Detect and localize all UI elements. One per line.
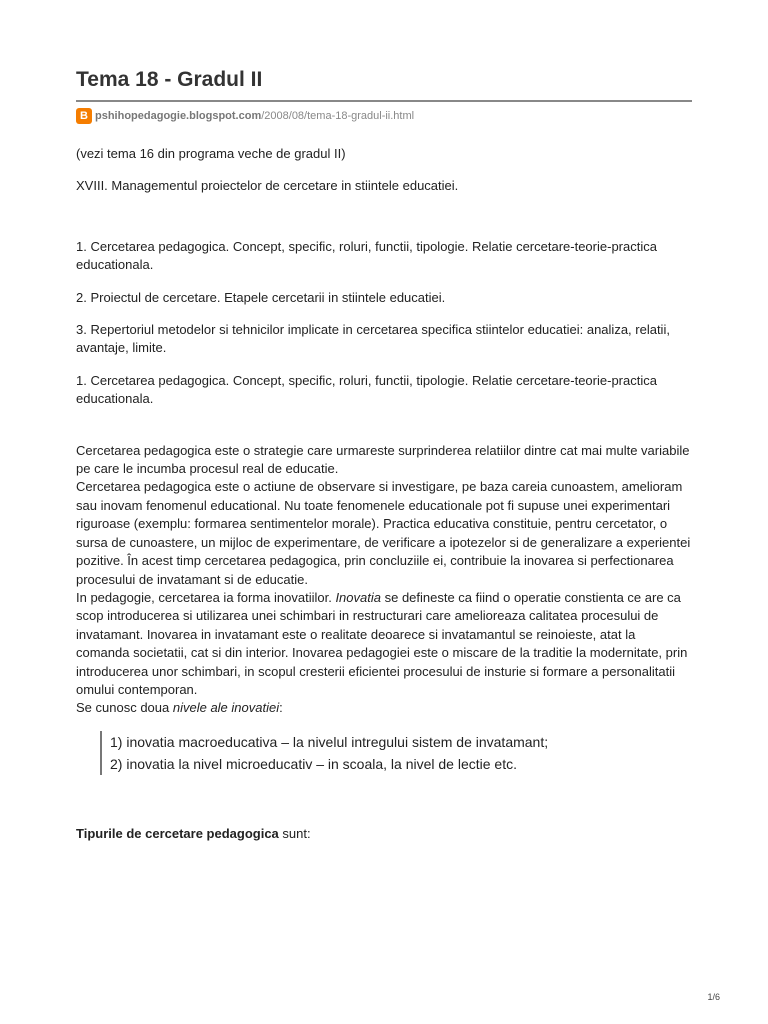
- toc-item: 1. Cercetarea pedagogica. Concept, specific, roluri, functii, tipologie. Relatie cercetare-teorie-practica educationala.: [76, 238, 657, 273]
- level-item: 2) inovatia la nivel microeducativ – in scoala, la nivel de lectie etc.: [110, 755, 517, 772]
- types-heading: [76, 825, 692, 843]
- body-text: [76, 442, 692, 718]
- source-domain: pshihopedagogie.blogspot.com: [95, 110, 262, 122]
- toc-item: 1. Cercetarea pedagogica. Concept, specific, roluri, functii, tipologie. Relatie cercetare-teorie-practica educationala.: [76, 372, 657, 407]
- text-run: se defineste ca fiind o operatie constienta ce are ca scop introducerea si utilizarea unei schimbari in restructurari care amelioreaza calitatea procesului de invatamant. Inovarea in invatamant este o realitate deoarece si invatamantul se reinoieste, atat la comanda societatii, cat si din interior. Inovarea pedagogiei este o miscare de la traditie la modernitate, prin introducerea unor schimbari, in scopul cresterii eficientei procesului de insturie si formare a personalitatii omului contemporan.: [76, 589, 688, 697]
- source-link[interactable]: [95, 110, 414, 122]
- page-title: Tema 18 - Gradul II: [76, 66, 692, 102]
- toc-item: 3. Repertoriul metodelor si tehnicilor implicate in cercetarea specifica stiintelor educatiei: analiza, relatii, avantaje, limite.: [76, 322, 670, 356]
- text-run: sunt:: [278, 825, 311, 841]
- page-number: 1/6: [707, 992, 720, 1002]
- text-run: Se cunosc doua: [76, 700, 173, 716]
- text-run: In pedagogie, cercetarea ia forma inovatiilor.: [76, 589, 336, 605]
- intro-text: (vezi tema 16 din programa veche de gradul II): [76, 146, 346, 161]
- body-paragraph: [76, 699, 692, 717]
- toc-item: 2. Proiectul de cercetare. Etapele cercetarii in stiintele educatiei.: [76, 289, 446, 305]
- bold-text: Tipurile de cercetare pedagogica: [76, 825, 279, 841]
- section-heading: XVIII. Managementul proiectelor de cercetare in stiintele educatiei.: [76, 178, 459, 194]
- source-line: [76, 107, 692, 125]
- document-page: [76, 66, 692, 843]
- body-paragraph: Cercetarea pedagogica este o strategie care urmareste surprinderea relatiilor dintre cat mai multe variabile pe care le incumba procesul real de educatie.: [76, 442, 690, 477]
- emphasis: Inovatia: [335, 589, 381, 605]
- body-paragraph: Cercetarea pedagogica este o actiune de observare si investigare, pe baza careia cunoastem, amelioram sau inovam fenomenul educational. Nu toate fenomenele educationale pot fi supuse unei experimentari riguroase (exemplu: formarea sentimentelor morale). Practica educativa constituie, pentru cercetator, o sursa de cunoastere, un mijloc de experimentare, de verificare a ipotezelor si de generalizare a experientei pozitive. În acest timp cercetarea pedagogica, prin concluziile ei, contribuie la inovarea si perfectionarea procesului de invatamant si de educatie.: [76, 479, 691, 587]
- level-item: 1) inovatia macroeducativa – la nivelul intregului sistem de invatamant;: [110, 733, 549, 750]
- levels-blockquote: [100, 731, 692, 775]
- source-path: /2008/08/tema-18-gradul-ii.html: [261, 110, 415, 122]
- body-paragraph: [76, 589, 692, 699]
- text-run: :: [279, 700, 283, 716]
- blogger-icon: B: [76, 108, 92, 124]
- emphasis: nivele ale inovatiei: [172, 700, 280, 716]
